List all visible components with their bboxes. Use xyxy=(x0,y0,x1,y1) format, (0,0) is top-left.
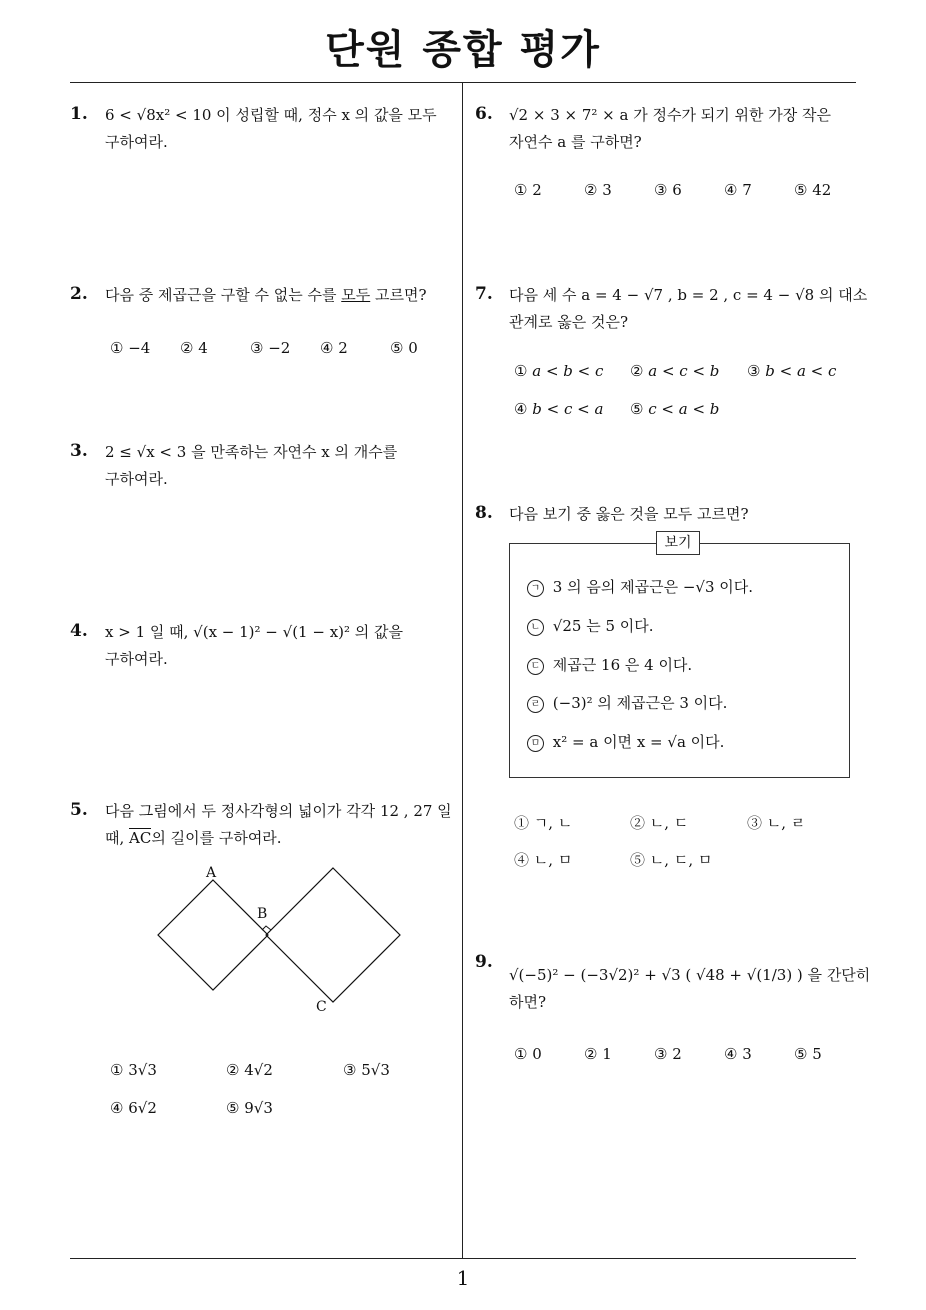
q2-number: 2. xyxy=(70,284,88,304)
q5-text xyxy=(105,798,452,852)
q5-option-4[interactable]: ④ 6√2 xyxy=(110,1099,157,1117)
bottom-rule xyxy=(70,1258,856,1259)
q2-text-before: 다음 중 제곱근을 구할 수 없는 수를 xyxy=(105,286,342,304)
label-a: A xyxy=(206,865,217,881)
q5-option-1[interactable]: ① 3√3 xyxy=(110,1061,157,1079)
q5-option-5[interactable]: ⑤ 9√3 xyxy=(226,1099,273,1117)
q1-line2: 구하여라. xyxy=(105,133,168,151)
q5-number: 5. xyxy=(70,800,88,820)
q8-option-5[interactable]: ⑤ ㄴ, ㄷ, ㅁ xyxy=(630,851,713,869)
large-square xyxy=(266,868,400,1002)
q7-line2: 관계로 옳은 것은? xyxy=(509,313,629,331)
q6-number: 6. xyxy=(475,104,493,124)
q1-text xyxy=(105,102,437,156)
q2-option-5[interactable]: ⑤ 0 xyxy=(390,339,418,357)
q2-text xyxy=(105,282,427,309)
q2-option-4[interactable]: ④ 2 xyxy=(320,339,348,357)
q6-option-1[interactable]: ① 2 xyxy=(514,181,542,199)
column-divider xyxy=(462,83,463,1258)
q7-option-1[interactable]: ① a < b < c xyxy=(514,362,604,380)
q7-option-4[interactable]: ④ b < c < a xyxy=(514,400,604,418)
q5-figure xyxy=(150,860,410,1020)
q6-line2: 자연수 a 를 구하면? xyxy=(509,133,642,151)
q3-line2: 구하여라. xyxy=(105,470,168,488)
q2-option-3[interactable]: ③ −2 xyxy=(250,339,291,357)
label-c: C xyxy=(316,999,327,1015)
q7-line1: 다음 세 수 a = 4 − √7 , b = 2 , c = 4 − √8 의 대소 xyxy=(509,286,868,304)
q4-line2: 구하여라. xyxy=(105,650,168,668)
q6-line1: √2 × 3 × 7² × a 가 정수가 되기 위한 가장 작은 xyxy=(509,106,831,124)
q3-text xyxy=(105,439,397,493)
box-item-5: ㅁ x² = a 이면 x = √a 이다. xyxy=(527,731,724,752)
q5-line2: 때, AC의 길이를 구하여라. xyxy=(105,829,282,847)
q3-line1: 2 ≤ √x < 3 을 만족하는 자연수 x 의 개수를 xyxy=(105,443,398,461)
q2-option-2[interactable]: ② 4 xyxy=(180,339,208,357)
q5-option-3[interactable]: ③ 5√3 xyxy=(343,1061,390,1079)
page-number: 1 xyxy=(456,1266,470,1290)
q6-option-3[interactable]: ③ 6 xyxy=(654,181,682,199)
right-angle-mark xyxy=(262,926,271,930)
q7-option-3[interactable]: ③ b < a < c xyxy=(747,362,837,380)
box-item-4: ㄹ (−3)² 의 제곱근은 3 이다. xyxy=(527,692,727,713)
q8-number: 8. xyxy=(475,503,493,523)
q6-option-5[interactable]: ⑤ 42 xyxy=(794,181,832,199)
q2-text-underline: 모두 xyxy=(341,286,371,304)
q6-option-4[interactable]: ④ 7 xyxy=(724,181,752,199)
q9-line2: 하면? xyxy=(509,993,547,1011)
q4-number: 4. xyxy=(70,621,88,641)
page-title: 단원 종합 평가 xyxy=(325,27,601,73)
q5-line1: 다음 그림에서 두 정사각형의 넓이가 각각 12 , 27 일 xyxy=(105,802,452,820)
q5-option-2[interactable]: ② 4√2 xyxy=(226,1061,273,1079)
q9-number: 9. xyxy=(475,952,493,972)
q4-line1: x > 1 일 때, √(x − 1)² − √(1 − x)² 의 값을 xyxy=(105,623,404,641)
q9-option-4[interactable]: ④ 3 xyxy=(724,1045,752,1063)
q3-number: 3. xyxy=(70,441,88,461)
q1-number: 1. xyxy=(70,104,88,124)
q9-option-5[interactable]: ⑤ 5 xyxy=(794,1045,822,1063)
q6-text xyxy=(509,102,831,156)
example-box-label: 보기 xyxy=(656,531,700,555)
q8-option-3[interactable]: ③ ㄴ, ㄹ xyxy=(747,814,806,832)
q8-option-1[interactable]: ① ㄱ, ㄴ xyxy=(514,814,573,832)
label-b: B xyxy=(257,906,268,922)
small-square xyxy=(158,880,268,990)
q7-option-5[interactable]: ⑤ c < a < b xyxy=(630,400,720,418)
q7-option-2[interactable]: ② a < c < b xyxy=(630,362,720,380)
q4-text xyxy=(105,619,403,673)
q9-option-3[interactable]: ③ 2 xyxy=(654,1045,682,1063)
q8-option-4[interactable]: ④ ㄴ, ㅁ xyxy=(514,851,573,869)
q8-text: 다음 보기 중 옳은 것을 모두 고르면? xyxy=(509,505,749,523)
q9-option-2[interactable]: ② 1 xyxy=(584,1045,612,1063)
q5-segment-ac: AC xyxy=(129,829,152,847)
box-item-1: ㄱ 3 의 음의 제곱근은 −√3 이다. xyxy=(527,576,753,597)
q8-option-2[interactable]: ② ㄴ, ㄷ xyxy=(630,814,689,832)
box-item-2: ㄴ √25 는 5 이다. xyxy=(527,615,654,636)
q7-number: 7. xyxy=(475,284,493,304)
box-item-3: ㄷ 제곱근 16 은 4 이다. xyxy=(527,654,692,675)
q1-line1: 6 < √8x² < 10 이 성립할 때, 정수 x 의 값을 모두 xyxy=(105,106,437,124)
q9-option-1[interactable]: ① 0 xyxy=(514,1045,542,1063)
q9-text xyxy=(509,962,870,1016)
q2-option-1[interactable]: ① −4 xyxy=(110,339,151,357)
top-rule xyxy=(70,82,856,83)
q2-text-after: 고르면? xyxy=(370,286,427,304)
q9-line1: √(−5)² − (−3√2)² + √3 ( √48 + √(1/3) ) 을 간단히 xyxy=(509,966,871,984)
q6-option-2[interactable]: ② 3 xyxy=(584,181,612,199)
q7-text xyxy=(509,282,867,336)
